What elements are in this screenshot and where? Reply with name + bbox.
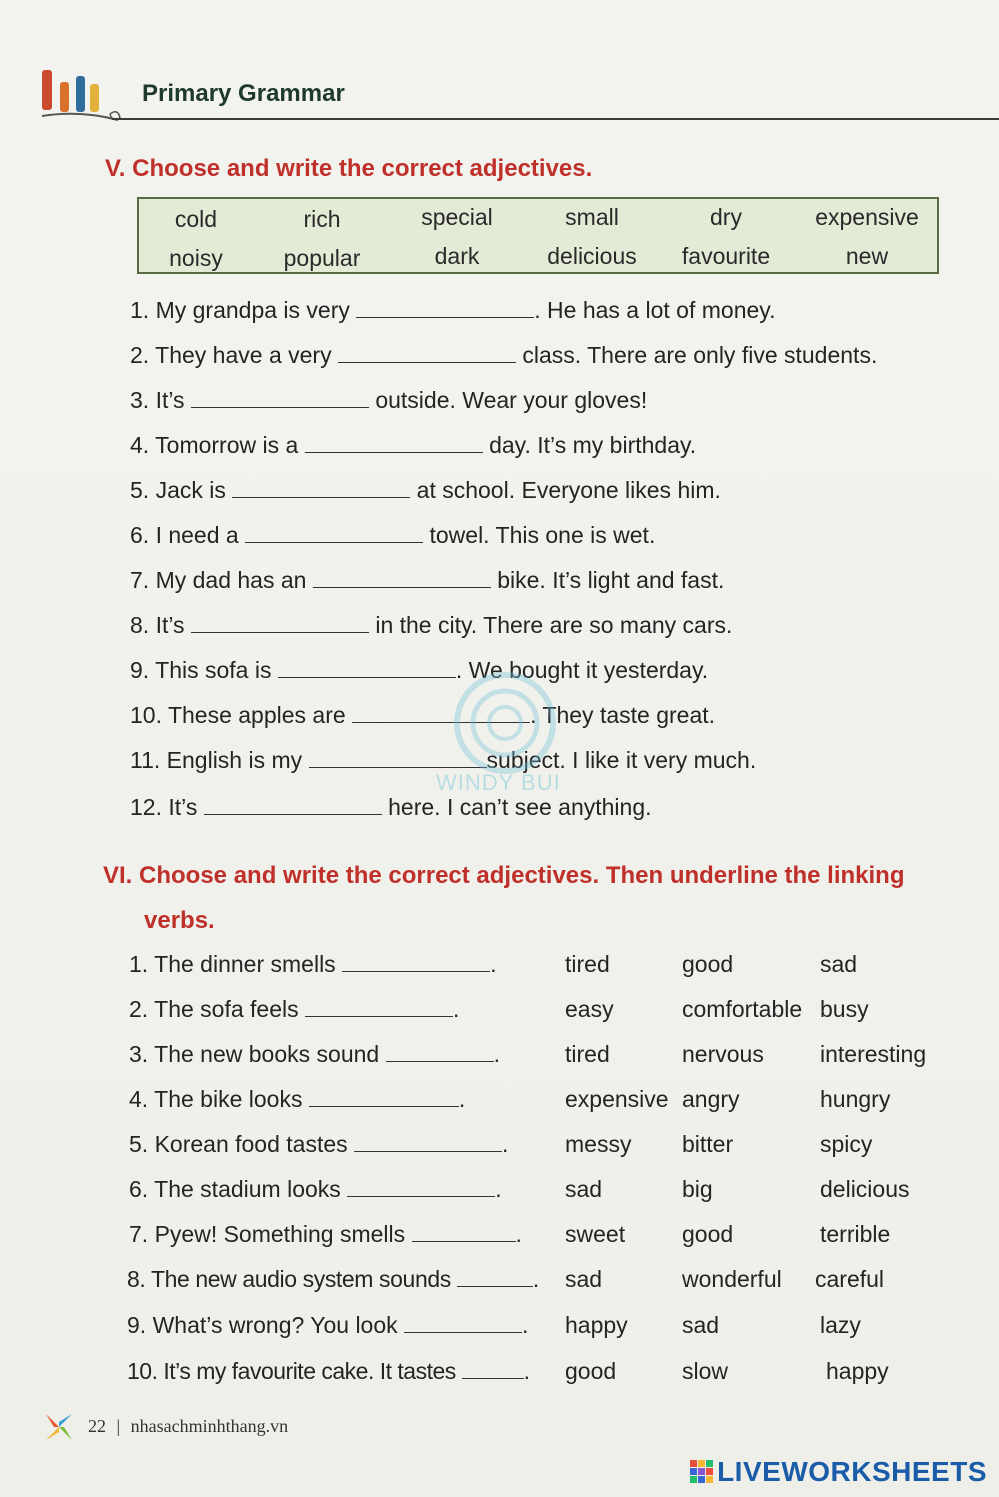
page-number: 22 bbox=[88, 1416, 106, 1436]
answer-blank[interactable] bbox=[412, 1223, 516, 1242]
question-6-3: 3. The new books sound . bbox=[129, 1041, 500, 1067]
word-bank-word: new bbox=[845, 243, 889, 269]
word-bank-word: rich bbox=[303, 206, 341, 232]
footer-separator: | bbox=[116, 1416, 121, 1436]
question-5-10: 10. These apples are . They taste great. bbox=[130, 702, 716, 728]
word-bank-word: dark bbox=[434, 243, 480, 269]
option[interactable]: good bbox=[565, 1358, 617, 1384]
option[interactable]: hungry bbox=[820, 1086, 891, 1112]
section-6-title-cont: verbs. bbox=[144, 907, 215, 934]
answer-blank[interactable] bbox=[404, 1314, 522, 1333]
option[interactable]: sad bbox=[565, 1176, 603, 1202]
option[interactable]: tired bbox=[565, 1041, 610, 1067]
option[interactable]: expensive bbox=[565, 1086, 669, 1112]
question-5-8: 8. It’s in the city. There are so many cars. bbox=[130, 612, 733, 638]
answer-blank[interactable] bbox=[191, 389, 369, 408]
publisher-site: nhasachminhthang.vn bbox=[130, 1416, 289, 1436]
question-6-1: 1. The dinner smells . bbox=[129, 951, 497, 977]
word-bank-word: special bbox=[421, 204, 493, 230]
option[interactable]: tired bbox=[565, 951, 610, 977]
option[interactable]: easy bbox=[565, 996, 614, 1022]
question-5-12: 12. It’s here. I can’t see anything. bbox=[130, 794, 652, 820]
liveworksheets-brand: LIVEWORKSHEETS bbox=[717, 1456, 987, 1487]
option[interactable]: nervous bbox=[682, 1041, 764, 1067]
watermark-text: WINDY BUI bbox=[436, 770, 561, 795]
option[interactable]: interesting bbox=[820, 1041, 927, 1067]
answer-blank[interactable] bbox=[347, 1178, 495, 1197]
word-bank-word: noisy bbox=[169, 245, 223, 271]
option[interactable]: careful bbox=[815, 1266, 885, 1292]
answer-blank[interactable] bbox=[245, 524, 423, 543]
answer-blank[interactable] bbox=[354, 1133, 502, 1152]
question-6-10: 10. It’s my favourite cake. It tastes . bbox=[127, 1358, 530, 1384]
option[interactable]: angry bbox=[682, 1086, 740, 1112]
question-6-9: 9. What’s wrong? You look . bbox=[127, 1312, 529, 1338]
option[interactable]: big bbox=[682, 1176, 713, 1202]
option[interactable]: spicy bbox=[820, 1131, 873, 1157]
answer-blank[interactable] bbox=[386, 1043, 494, 1062]
answer-blank[interactable] bbox=[342, 953, 490, 972]
liveworksheets-logo-icon bbox=[690, 1460, 714, 1484]
answer-blank[interactable] bbox=[191, 614, 369, 633]
option[interactable]: happy bbox=[565, 1312, 628, 1338]
option[interactable]: lazy bbox=[820, 1312, 861, 1338]
question-5-7: 7. My dad has an bike. It’s light and fast. bbox=[130, 567, 725, 593]
section-5-title: V. Choose and write the correct adjectives. bbox=[105, 155, 593, 182]
word-bank-word: favourite bbox=[681, 243, 771, 269]
option[interactable]: comfortable bbox=[682, 996, 803, 1022]
answer-blank[interactable] bbox=[305, 998, 453, 1017]
answer-blank[interactable] bbox=[338, 344, 516, 363]
question-5-6: 6. I need a towel. This one is wet. bbox=[130, 522, 656, 548]
question-5-11: 11. English is my subject. I like it very much. bbox=[130, 747, 757, 773]
question-5-3: 3. It’s outside. Wear your gloves! bbox=[130, 387, 648, 413]
question-5-5: 5. Jack is at school. Everyone likes him. bbox=[130, 477, 721, 503]
answer-blank[interactable] bbox=[309, 1088, 459, 1107]
question-6-6: 6. The stadium looks . bbox=[129, 1176, 502, 1202]
option[interactable]: happy bbox=[826, 1358, 889, 1384]
word-bank-word: small bbox=[565, 204, 619, 230]
pencils-icon bbox=[40, 62, 130, 132]
question-6-8: 8. The new audio system sounds . bbox=[127, 1266, 539, 1292]
question-5-4: 4. Tomorrow is a day. It’s my birthday. bbox=[130, 432, 697, 458]
option[interactable]: busy bbox=[820, 996, 869, 1022]
answer-blank[interactable] bbox=[204, 796, 382, 815]
option[interactable]: sweet bbox=[565, 1221, 626, 1247]
question-5-1: 1. My grandpa is very . He has a lot of money. bbox=[130, 297, 776, 323]
answer-blank[interactable] bbox=[232, 479, 410, 498]
word-bank-word: popular bbox=[283, 245, 361, 271]
word-bank-word: cold bbox=[174, 206, 218, 232]
question-6-5: 5. Korean food tastes . bbox=[129, 1131, 509, 1157]
option[interactable]: delicious bbox=[820, 1176, 910, 1202]
watermark-swirl-icon bbox=[450, 668, 560, 778]
publisher-logo-icon bbox=[44, 1412, 74, 1442]
answer-blank[interactable] bbox=[305, 434, 483, 453]
option[interactable]: sad bbox=[682, 1312, 720, 1338]
question-6-7: 7. Pyew! Something smells . bbox=[129, 1221, 522, 1247]
word-bank-word: delicious bbox=[547, 243, 637, 269]
answer-blank[interactable] bbox=[457, 1268, 533, 1287]
option[interactable]: messy bbox=[565, 1131, 632, 1157]
option[interactable]: wonderful bbox=[682, 1266, 782, 1292]
answer-blank[interactable] bbox=[462, 1360, 524, 1379]
option[interactable]: sad bbox=[820, 951, 858, 977]
book-title: Primary Grammar bbox=[142, 80, 345, 107]
option[interactable]: good bbox=[682, 1221, 734, 1247]
question-6-2: 2. The sofa feels . bbox=[129, 996, 460, 1022]
question-5-9: 9. This sofa is . We bought it yesterday. bbox=[130, 657, 709, 683]
question-6-4: 4. The bike looks . bbox=[129, 1086, 466, 1112]
page-footer bbox=[88, 1416, 288, 1437]
header-rule bbox=[112, 118, 999, 120]
question-5-2: 2. They have a very class. There are only five students. bbox=[130, 342, 878, 368]
answer-blank[interactable] bbox=[313, 569, 491, 588]
option[interactable]: good bbox=[682, 951, 734, 977]
word-bank-word: dry bbox=[710, 204, 742, 230]
section-6-title: VI. Choose and write the correct adjectives. Then underline the linking bbox=[103, 862, 905, 889]
option[interactable]: bitter bbox=[682, 1131, 734, 1157]
option[interactable]: terrible bbox=[820, 1221, 891, 1247]
option[interactable]: sad bbox=[565, 1266, 603, 1292]
word-bank-word: expensive bbox=[815, 204, 919, 230]
option[interactable]: slow bbox=[682, 1358, 729, 1384]
word-bank bbox=[137, 197, 939, 274]
answer-blank[interactable] bbox=[278, 659, 456, 678]
answer-blank[interactable] bbox=[356, 299, 534, 318]
